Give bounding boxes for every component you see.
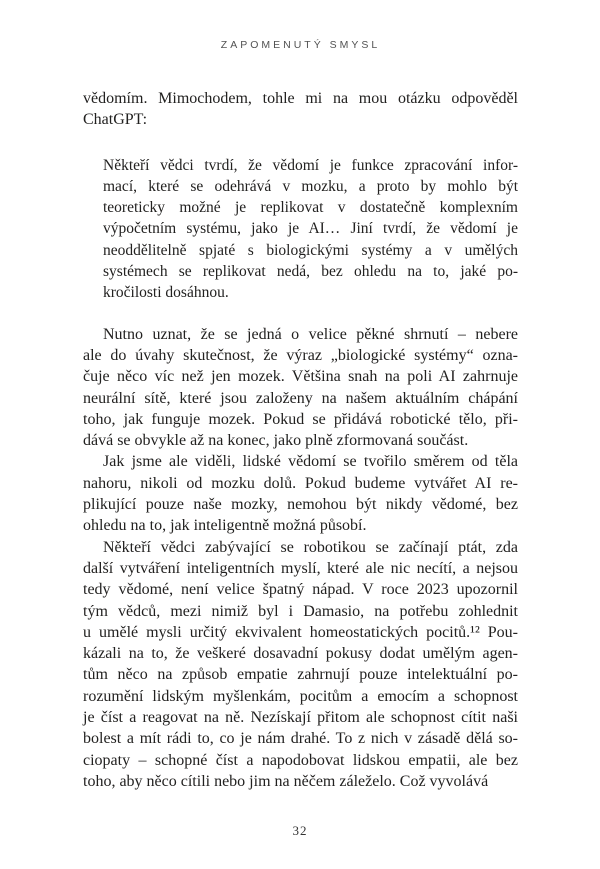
text-line: plikující pouze naše mozky, nemohou být nikdy vědomé, bez (83, 496, 518, 514)
text-line: Nutno uznat, že se jedná o velice pěkné shrnutí – nebere (103, 325, 518, 343)
text-line: neoddělitelně spjaté s biologickými systémy a v umělých (103, 241, 518, 259)
text-line: kázali na to, že veškeré dosavadní pokusy dodat umělým agen- (83, 645, 518, 663)
text-line: nahoru, nikoli od mozku dolů. Pokud budeme vytvářet AI re- (83, 474, 518, 492)
text-line: toho, aby něco cítili nebo jim na něčem záleželo. Což vyvolává (83, 772, 489, 790)
text-line: systémech se replikovat nedá, bez ohledu na to, jaké po- (103, 263, 518, 281)
text-line: mací, které se odehrává v mozku, a proto by mohlo být (103, 177, 518, 195)
body-paragraph-3 (83, 537, 518, 793)
opening-paragraph (83, 88, 518, 131)
text-line: výpočetním systému, jako je AI… Jiní tvrdí, že vědomí je (103, 220, 518, 238)
body-paragraph-1 (83, 324, 518, 452)
quote-block (103, 155, 518, 304)
text-line: kročilosti dosáhnou. (103, 284, 229, 302)
text-line: tedy vědomé, není velice špatný nápad. V roce 2023 upozornil (83, 581, 518, 599)
text-line: je číst a reagovat na ně. Nezískají přitom ale schopnost cítit naši (83, 709, 518, 727)
text-line: Někteří vědci tvrdí, že vědomí je funkce zpracování infor- (103, 156, 518, 174)
text-line: toho, jak funguje mozek. Pokud se přidává robotické tělo, při- (83, 410, 518, 428)
text-line: neurální sítě, které jsou založeny na našem aktuálním chápání (83, 389, 518, 407)
text-line: Jak jsme ale viděli, lidské vědomí se tvořilo směrem od těla (103, 453, 518, 471)
text-line: tým vědců, mezi nimiž byl i Damasio, na potřebu zohlednit (83, 602, 518, 620)
text-line: Někteří vědci zabývající se robotikou se začínají ptát, zda (103, 538, 518, 556)
text-line: teoreticky možné je replikovat v dostatečně komplexním (103, 199, 518, 217)
text-line: další vytváření inteligentních myslí, které ale nic necítí, a nejsou (83, 559, 518, 577)
text-line: ale do úvahy skutečnost, že výraz „biologické systémy“ ozna- (83, 346, 518, 364)
text-line: vědomím. Mimochodem, tohle mi na mou otázku odpověděl (83, 90, 518, 107)
text-line: tům něco na způsob empatie zahrnují pouze intelektuální po- (83, 666, 518, 684)
text-line: čuje něco víc než jen mozek. Většina snah na poli AI zahrnuje (83, 368, 518, 386)
text-line: ciopaty – schopné číst a napodobovat lidskou empatii, ale bez (83, 751, 518, 769)
text-line: u umělé mysli určitý ekvivalent homeostatických pocitů.¹² Pou- (83, 623, 518, 641)
text-line: ChatGPT: (83, 111, 148, 129)
text-line: ohledu na to, jak inteligentně možná působí. (83, 517, 367, 535)
body-paragraph-2 (83, 451, 518, 536)
text-line: dává se obvykle až na konec, jako plně zformovaná součást. (83, 432, 469, 450)
text-line: bolest a mít rádi to, co je nám drahé. To z nich v zásadě dělá so- (83, 730, 518, 748)
running-header: ZAPOMENUTÝ SMYSL (220, 39, 381, 51)
text-line: rozumění lidským myšlenkám, pocitům a emocím a schopnost (83, 687, 518, 705)
text-column (83, 0, 518, 792)
page-number: 32 (292, 823, 308, 838)
